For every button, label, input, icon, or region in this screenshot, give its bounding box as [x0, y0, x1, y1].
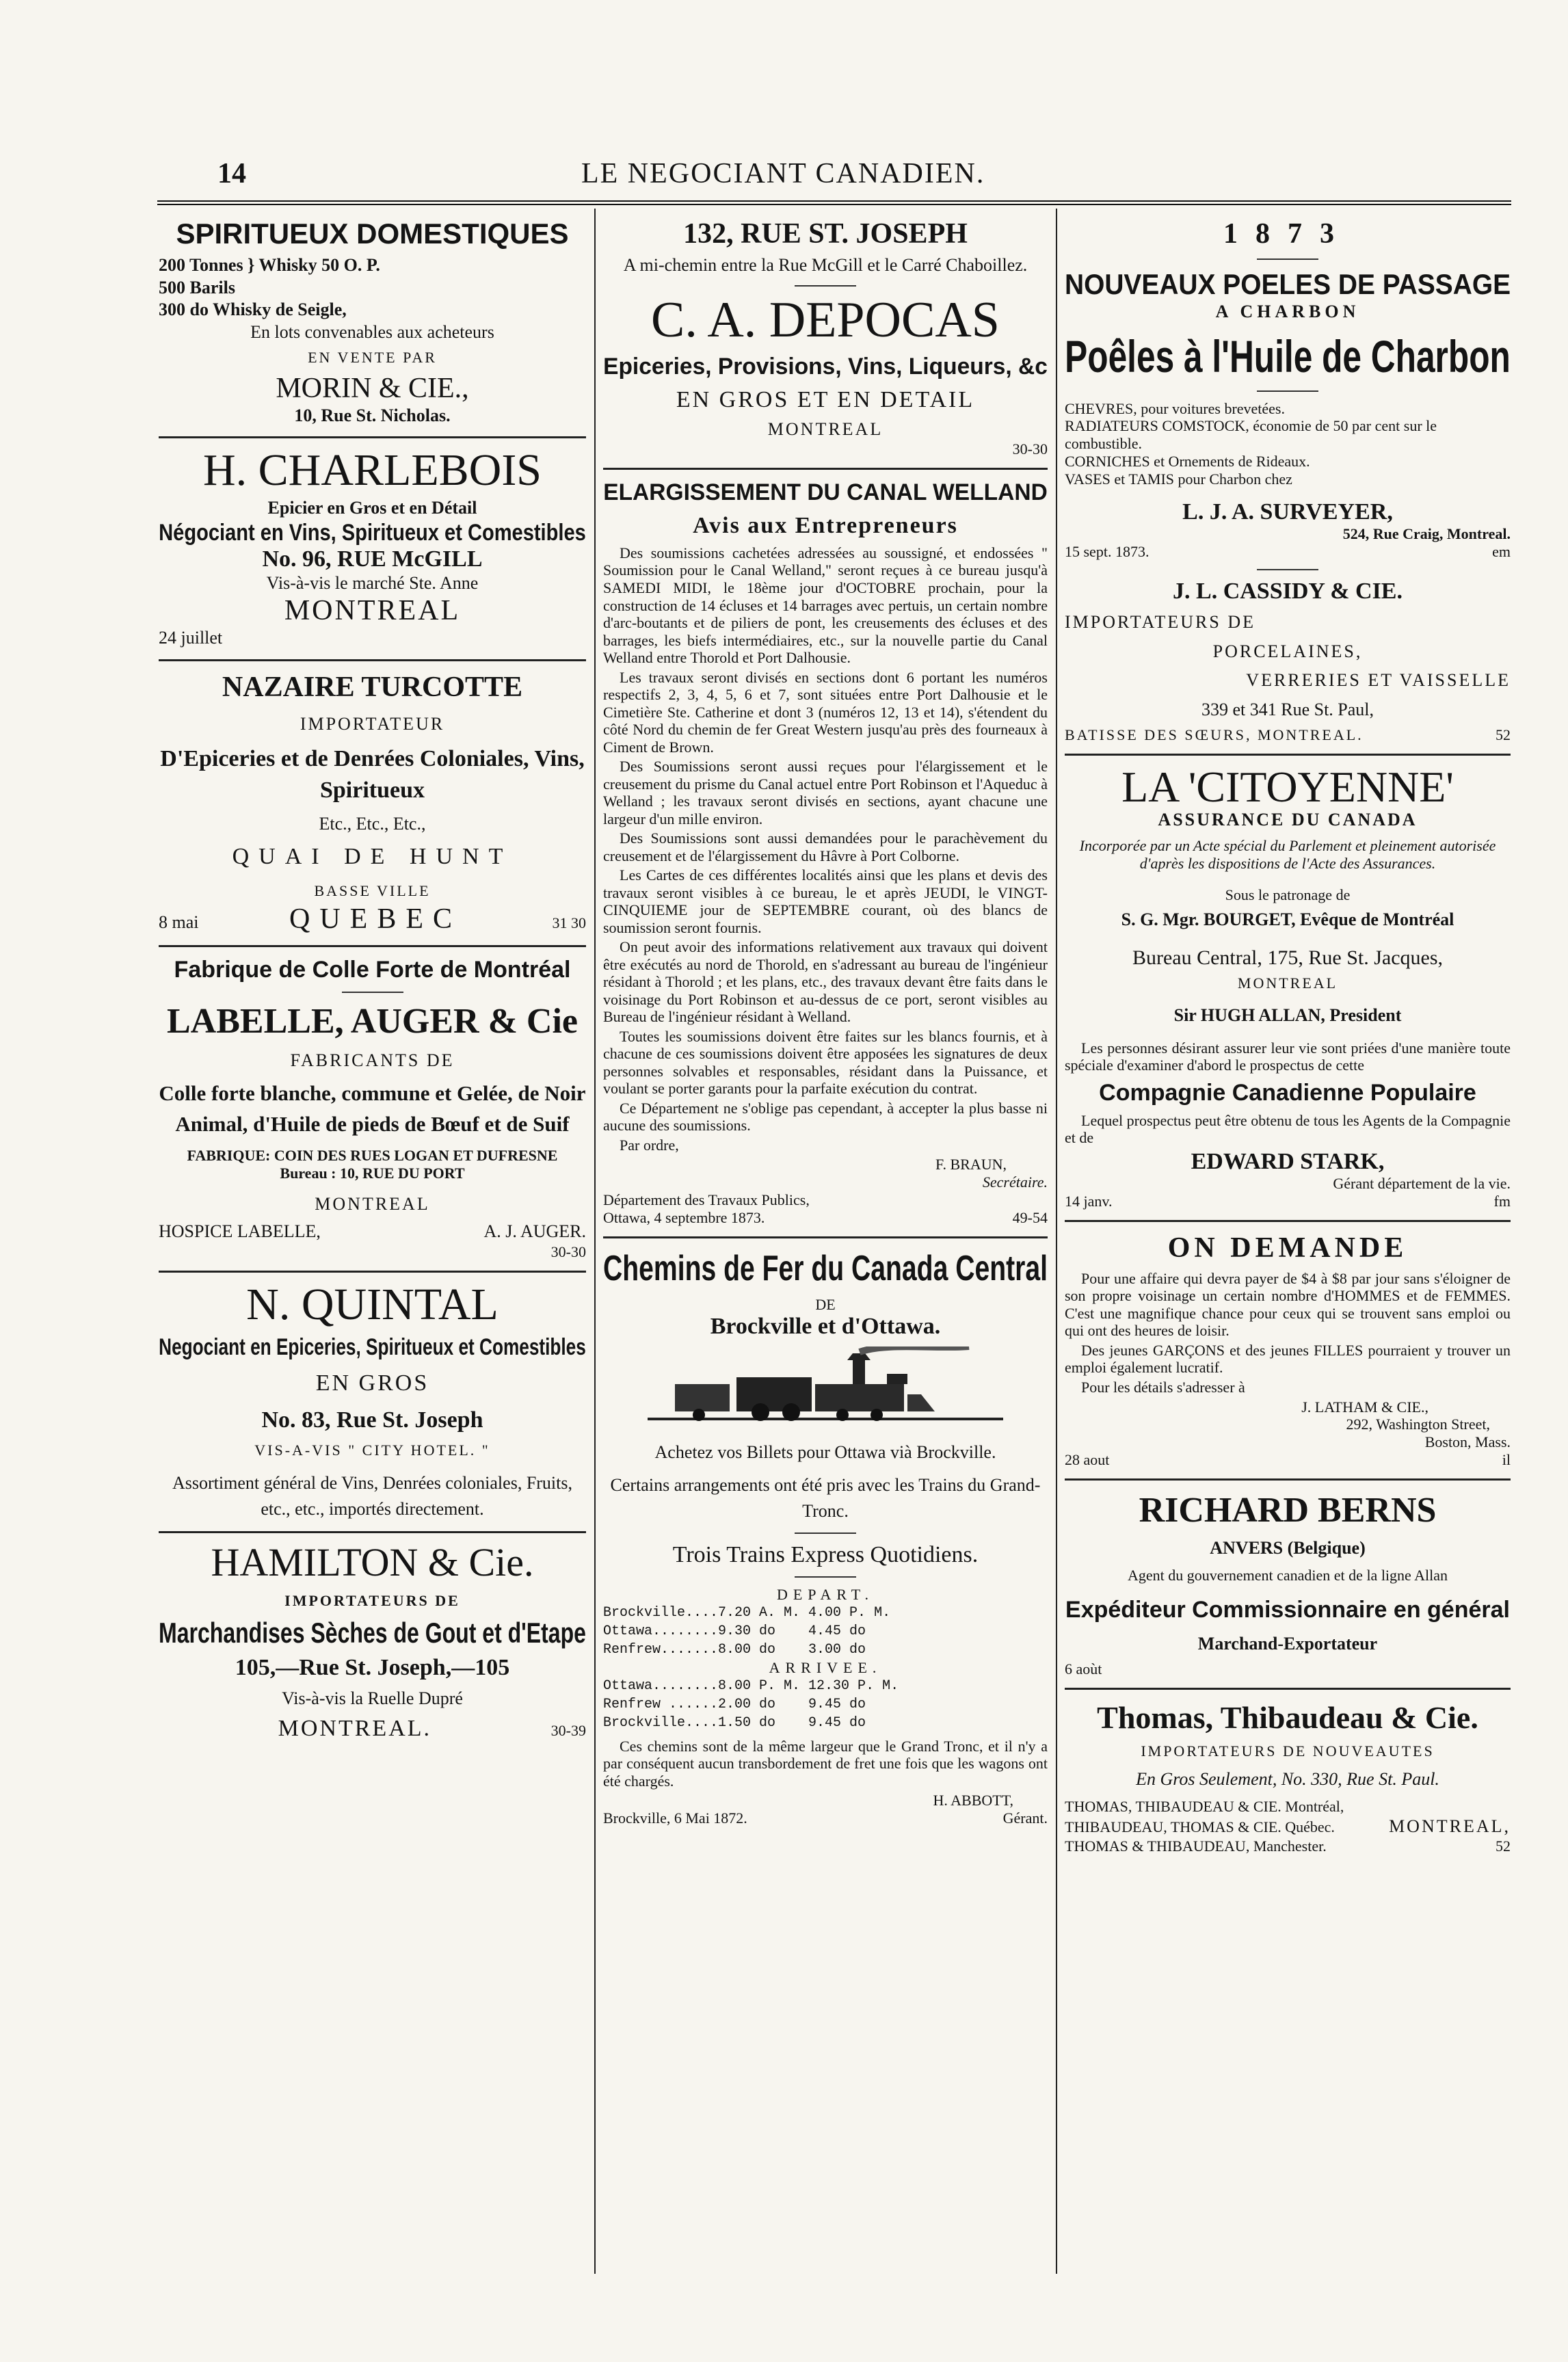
- short-rule: [1257, 390, 1318, 392]
- ad-heading: Chemins de Fer du Canada Central: [603, 1249, 1048, 1289]
- address-line: 292, Washington Street,: [1346, 1416, 1490, 1433]
- firm-name: MORIN & CIE.,: [276, 372, 469, 404]
- city: QUEBEC: [289, 903, 462, 935]
- schedule-row: Renfrew.......8.00 do 3.00 do: [603, 1641, 866, 1658]
- ad-line: EN GROS: [315, 1370, 429, 1396]
- ad-separator: [159, 1271, 586, 1273]
- ad-quintal: [159, 1279, 586, 1522]
- partner-name: HOSPICE LABELLE,: [159, 1221, 321, 1242]
- ad-line: No. 83, Rue St. Joseph: [261, 1407, 483, 1433]
- ad-code: 30-30: [550, 1243, 586, 1260]
- ad-line: 300 do Whisky de Seigle,: [159, 300, 347, 319]
- firm-name: LA 'CITOYENNE': [1121, 762, 1454, 812]
- city: MONTREAL: [1237, 974, 1338, 992]
- partner-name: A. J. AUGER.: [483, 1221, 586, 1242]
- ad-berns: [1065, 1490, 1511, 1678]
- ad-line: En Gros Seulement, No. 330, Rue St. Paul.: [1136, 1769, 1439, 1790]
- notice-paragraph: Des soumissions cachetées adressées au soussigné, et endossées " Soumission pour le Canal Welland," seront reçues à ce bureau jusqu'à SAMEDI MIDI, le 18ème jour d'OCTOBRE prochain, pour la construction de 14 écluses et 14 barrages avec pertuis, un certain nombre d'arc-boutants et de piliers de pont, les creusements des écluses et des barrages, les biefs intermédiaires, etc., sur la nouvelle partie du Canal Welland entre Thorold et Port Dalhousie.: [603, 544, 1048, 667]
- ad-code: 30-39: [550, 1721, 586, 1739]
- ad-code: 31 30: [552, 914, 586, 931]
- ad-line: Bureau : 10, RUE DU PORT: [280, 1165, 465, 1182]
- ad-line: FABRIQUE: COIN DES RUES LOGAN ET DUFRESNE: [187, 1147, 558, 1165]
- notice-paragraph: Des jeunes GARÇONS et des jeunes FILLES pourraient y trouver un emploi également lucratif.: [1065, 1341, 1511, 1377]
- ad-line: En lots convenables aux acheteurs: [250, 321, 494, 342]
- ad-subheading: ASSURANCE DU CANADA: [1158, 810, 1418, 830]
- page-title: LE NEGOCIANT CANADIEN.: [581, 158, 985, 189]
- firm-line: THOMAS, THIBAUDEAU & CIE. Montréal,: [1065, 1797, 1344, 1815]
- ad-depocas: [603, 217, 1048, 458]
- ad-citoyenne: [1065, 762, 1511, 1210]
- notice-paragraph: Pour une affaire qui devra payer de $4 à $8 par jour sans s'éloigner de son propre voisinage un certain nombre d'HOMMES et de FEMMES. C'est une magnifique chance pour ceux qui se trouvent sans emploi ou qui ont des heures de loisir.: [1065, 1269, 1511, 1340]
- ad-separator: [159, 659, 586, 661]
- notice-body: [1065, 1270, 1511, 1396]
- ad-charlebois: [159, 445, 586, 650]
- ad-separator: [603, 1236, 1048, 1238]
- short-rule: [1257, 258, 1318, 260]
- ad-separator: [159, 436, 586, 438]
- ad-line: Sir HUGH ALLAN, President: [1173, 1005, 1402, 1026]
- city: MONTREAL: [284, 595, 461, 627]
- address-line: Boston, Mass.: [1424, 1433, 1511, 1451]
- firm-name: N. QUINTAL: [246, 1279, 499, 1329]
- ad-code: 30-30: [1012, 440, 1048, 457]
- notice-paragraph: Par ordre,: [620, 1136, 679, 1154]
- short-rule: [1257, 569, 1318, 570]
- ad-thomas: [1065, 1699, 1511, 1855]
- agent-name: EDWARD STARK,: [1191, 1149, 1385, 1174]
- column-3: [1065, 217, 1511, 2269]
- ad-line: No. 96, RUE McGILL: [262, 546, 483, 572]
- ad-line: Certains arrangements ont été pris avec les Trains du Grand-Tronc.: [610, 1475, 1041, 1521]
- address-line: J. LATHAM & CIE.,: [1301, 1398, 1429, 1416]
- ad-hamilton: [159, 1540, 586, 1741]
- ad-line: D'Epiceries et de Denrées Coloniales, Vins, Spiritueux: [160, 746, 585, 804]
- ad-spiritueux: [159, 217, 586, 427]
- ad-line: ANVERS (Belgique): [1210, 1538, 1366, 1558]
- ad-note: [1065, 1112, 1511, 1147]
- ad-line: Epicier en Gros et en Détail: [267, 498, 477, 518]
- city: MONTREAL: [315, 1193, 430, 1214]
- firm-line: THIBAUDEAU, THOMAS & CIE. Québec.: [1065, 1818, 1335, 1835]
- ad-line: S. G. Mgr. BOURGET, Evêque de Montréal: [1121, 910, 1454, 930]
- ad-surveyer: [1065, 217, 1511, 561]
- ad-heading: Fabrique de Colle Forte de Montréal: [174, 956, 571, 983]
- ad-code: 52: [1496, 726, 1511, 744]
- schedule-row: Brockville....7.20 A. M. 4.00 P. M.: [603, 1604, 891, 1621]
- schedule-row: Brockville....1.50 do 9.45 do: [603, 1714, 866, 1731]
- ad-line: IMPORTATEURS DE: [1065, 612, 1255, 633]
- ad-welland: [603, 479, 1048, 1227]
- notice-paragraph: Lequel prospectus peut être obtenu de tous les Agents de la Compagnie et de: [1065, 1111, 1511, 1147]
- ad-line: Etc., Etc., Etc.,: [319, 814, 426, 834]
- short-rule: [795, 1576, 856, 1578]
- ad-line: VASES et TAMIS pour Charbon chez: [1065, 470, 1292, 488]
- ad-code: 49-54: [1012, 1209, 1048, 1227]
- header-rule: [157, 200, 1511, 205]
- ad-line: Achetez vos Billets pour Ottawa vià Brockville.: [654, 1442, 996, 1463]
- schedule-heading: DEPART.: [776, 1585, 875, 1603]
- ad-line: RADIATEURS COMSTOCK, économie de 50 par cent sur le combustible.: [1065, 417, 1437, 453]
- ad-date: 24 juillet: [159, 628, 223, 648]
- locomotive-illustration: [648, 1346, 1003, 1429]
- notice-paragraph: Des Soumissions sont aussi demandées pour le parachèvement du creusement et de l'élargissement du Hâvre à Port Colborne.: [603, 830, 1048, 864]
- ad-line: Incorporée par un Acte spécial du Parlement et pleinement autorisée d'après les dispositions de l'Acte des Assurances.: [1079, 836, 1496, 872]
- short-rule: [795, 1532, 856, 1534]
- ad-date: 14 janv.: [1065, 1192, 1113, 1210]
- ad-subheading: Avis aux Entrepreneurs: [693, 512, 958, 538]
- signer-name: H. ABBOTT,: [933, 1792, 1013, 1809]
- short-rule: [795, 285, 856, 287]
- ad-address: 132, RUE ST. JOSEPH: [683, 218, 968, 250]
- ad-demande: [1065, 1232, 1511, 1469]
- ad-heading: Negociant en Epiceries, Spiritueux et Comestibles: [159, 1333, 586, 1360]
- firm-name: C. A. DEPOCAS: [651, 291, 1000, 348]
- notice-date: Ottawa, 4 septembre 1873.: [603, 1209, 765, 1227]
- notice-body: [603, 544, 1048, 1154]
- ad-separator: [1065, 1220, 1511, 1222]
- firm-name: RICHARD BERNS: [1139, 1491, 1437, 1530]
- ad-line: A mi-chemin entre la Rue McGill et le Carré Chaboillez.: [623, 255, 1028, 275]
- notice-paragraph: Ces chemins sont de la même largeur que le Grand Tronc, et il n'y a par conséquent aucun transbordement de fret une fois que les wagons ont été chargés.: [603, 1737, 1048, 1790]
- ad-code: fm: [1493, 1192, 1511, 1210]
- ad-line: Trois Trains Express Quotidiens.: [672, 1541, 979, 1567]
- ad-line: Agent du gouvernement canadien et de la ligne Allan: [1128, 1566, 1448, 1584]
- firm-name: J. L. CASSIDY & CIE.: [1173, 579, 1403, 605]
- agent-title: Gérant département de la vie.: [1333, 1175, 1511, 1192]
- ad-line: Vis-à-vis le marché Ste. Anne: [266, 572, 479, 593]
- ad-date: 6 aoùt: [1065, 1660, 1102, 1678]
- ad-labelle: [159, 1001, 586, 1261]
- ad-line: VIS-A-VIS " CITY HOTEL. ": [254, 1441, 490, 1459]
- signer-title: Gérant.: [1002, 1809, 1048, 1827]
- ad-turcotte: [159, 671, 586, 935]
- short-rule: [342, 992, 403, 993]
- signer-name: F. BRAUN,: [935, 1156, 1007, 1173]
- city: MONTREAL.: [278, 1715, 432, 1741]
- ad-separator: [1065, 1688, 1511, 1690]
- column-rule-right: [1056, 209, 1057, 2274]
- ad-code: em: [1492, 543, 1511, 561]
- ad-date: Brockville, 6 Mai 1872.: [603, 1809, 747, 1827]
- signer-title: Secrétaire.: [982, 1173, 1048, 1191]
- ad-line: EN GROS ET EN DETAIL: [676, 386, 975, 412]
- column-1: [159, 217, 586, 2269]
- firm-line: THOMAS & THIBAUDEAU, Manchester.: [1065, 1837, 1327, 1855]
- ad-heading: Expéditeur Commissionnaire en général: [1065, 1596, 1510, 1623]
- ad-date: 15 sept. 1873.: [1065, 543, 1150, 561]
- ad-date: 8 mai: [159, 912, 199, 932]
- ad-line: EN VENTE PAR: [308, 349, 437, 366]
- ad-line: BASSE VILLE: [314, 881, 431, 899]
- column-2: [603, 217, 1048, 2269]
- notice-paragraph: Toutes les soumissions doivent être faites sur les blancs fournis, et à chacune de ces soumissions doivent être apposées les signatures de deux personnes solvables et responsables, résidant dans la Puissance, et voulant se porter garants pour la parfaite exécution du contrat.: [603, 1027, 1048, 1098]
- ad-line: QUAI DE HUNT: [232, 843, 513, 869]
- ad-line: CORNICHES et Ornements de Rideaux.: [1065, 453, 1310, 470]
- ad-heading: Epiceries, Provisions, Vins, Liqueurs, &c: [603, 353, 1048, 380]
- schedule-row: Renfrew ......2.00 do 9.45 do: [603, 1696, 866, 1712]
- page-number: 14: [217, 158, 246, 189]
- ad-note: [603, 1738, 1048, 1790]
- ad-line: Marchand-Exportateur: [1197, 1633, 1378, 1654]
- ad-colle: [159, 957, 586, 983]
- ad-heading: NOUVEAUX POELES DE PASSAGE: [1065, 268, 1511, 300]
- ad-subheading: A CHARBON: [1215, 302, 1360, 321]
- notice-paragraph: Les personnes désirant assurer leur vie sont priées d'une manière toute spéciale d'examiner d'abord le prospectus de cette: [1065, 1039, 1511, 1074]
- ad-line: 105,—Rue St. Joseph,—105: [235, 1655, 510, 1681]
- firm-name: L. J. A. SURVEYER,: [1182, 499, 1393, 525]
- ad-line: IMPORTATEUR: [300, 713, 445, 734]
- notice-paragraph: Des Soumissions seront aussi reçues pour l'élargissement et le creusement du prisme du Canal actuel entre Port Robinson et l'Aqueduc à Welland ; les travaux seront divisés en sections, ayant chacune une largeur d'un mille environ.: [603, 758, 1048, 827]
- city: MONTREAL: [767, 419, 883, 439]
- ad-note: [1065, 1039, 1511, 1074]
- ad-separator: [159, 1531, 586, 1533]
- ad-separator: [603, 468, 1048, 470]
- ad-line: 339 et 341 Rue St. Paul,: [1201, 699, 1374, 719]
- schedule-heading: ARRIVEE.: [769, 1658, 882, 1676]
- ad-heading: ELARGISSEMENT DU CANAL WELLAND: [603, 479, 1048, 505]
- notice-paragraph: Les travaux seront divisés en sections dont 6 portant les numéros respectifs 2, 3, 4, 5, 6 et 7, sont situées entre Port Dalhousie et le Cimetière Ste. Catherine et dont 3 (numéros 12, 13 et 14), s'étendent du côté Nord du chemin de fer Great Western jusqu'au près des fourneaux à Ciment de Brown.: [603, 668, 1048, 756]
- ad-heading: Compagnie Canadienne Populaire: [1099, 1079, 1476, 1106]
- ad-line: 500 Barils: [159, 277, 235, 297]
- firm-name: Thomas, Thibaudeau & Cie.: [1097, 1700, 1478, 1736]
- notice-paragraph: Les Cartes de ces différentes localités ainsi que les plans et devis des travaux seront visibles à ce bureau, le et après JEUDI, le VINGT-CINQUIEME jour de SEPTEMBRE courant, où des blancs de soumission seront fournis.: [603, 866, 1048, 936]
- ad-line: IMPORTATEURS DE: [284, 1592, 460, 1610]
- ad-line: DE: [815, 1296, 836, 1314]
- ad-heading: Poêles à l'Huile de Charbon: [1065, 330, 1511, 382]
- column-rule-left: [594, 209, 596, 2274]
- firm-address: 10, Rue St. Nicholas.: [294, 405, 451, 425]
- ad-code: 52: [1496, 1837, 1511, 1855]
- ad-line: Bureau Central, 175, Rue St. Jacques,: [1132, 946, 1444, 969]
- ad-heading: Négociant en Vins, Spiritueux et Comestibles: [159, 519, 586, 546]
- ad-line: VERRERIES ET VAISSELLE: [1246, 670, 1511, 691]
- ad-heading: SPIRITUEUX DOMESTIQUES: [176, 217, 569, 250]
- ad-year: 1873: [1223, 218, 1352, 250]
- ad-line: CHEVRES, pour voitures brevetées.: [1065, 399, 1285, 417]
- ad-line: PORCELAINES,: [1212, 641, 1363, 661]
- ad-cassidy: [1065, 579, 1511, 744]
- notice-paragraph: On peut avoir des informations relativement aux travaux qui doivent être exécutés au nord de Thorold, en s'adressant au bureau de l'ingénieur résidant à Thorold ; et les plans, etc., des travaux devant être faits dans le voisinage du Port Robinson et au-dessus de ce port, seront visibles au Bureau de l'ingénieur résidant à Welland.: [603, 938, 1048, 1026]
- schedule-row: Ottawa........8.00 P. M. 12.30 P. M.: [603, 1677, 899, 1694]
- notice-paragraph: Ce Département ne s'oblige pas cependant, à accepter la plus basse ni aucune des soumissions.: [603, 1099, 1048, 1134]
- city: MONTREAL,: [1389, 1816, 1511, 1836]
- ad-line: Assortiment général de Vins, Denrées coloniales, Fruits, etc., etc., importés directement.: [172, 1472, 572, 1519]
- firm-address: 524, Rue Craig, Montreal.: [1342, 525, 1511, 543]
- ad-line: Vis-à-vis la Ruelle Dupré: [282, 1688, 463, 1709]
- firm-name: LABELLE, AUGER & Cie: [167, 1001, 578, 1041]
- ad-separator: [1065, 1478, 1511, 1481]
- ad-heading: ON DEMANDE: [1167, 1232, 1408, 1264]
- ad-line: Sous le patronage de: [1225, 886, 1351, 903]
- firm-name: H. CHARLEBOIS: [202, 445, 542, 496]
- ad-line: Colle forte blanche, commune et Gelée, de Noir Animal, d'Huile de pieds de Bœuf et de Suif: [159, 1081, 586, 1137]
- ad-chemins: [603, 1248, 1048, 1827]
- route-name: Brockville et d'Ottawa.: [710, 1314, 941, 1340]
- ad-separator: [159, 945, 586, 947]
- ad-line: 200 Tonnes } Whisky 50 O. P.: [159, 255, 380, 275]
- schedule-row: Ottawa........9.30 do 4.45 do: [603, 1623, 866, 1639]
- notice-paragraph: Pour les détails s'adresser à: [1081, 1379, 1245, 1396]
- ad-line: BATISSE DES SŒURS, MONTREAL.: [1065, 726, 1364, 744]
- ad-line: FABRICANTS DE: [290, 1050, 455, 1070]
- ad-code: il: [1502, 1451, 1511, 1469]
- notice-dept: Département des Travaux Publics,: [603, 1191, 810, 1209]
- firm-name: HAMILTON & Cie.: [211, 1540, 534, 1585]
- ad-line: IMPORTATEURS DE NOUVEAUTES: [1141, 1742, 1435, 1760]
- ad-date: 28 aout: [1065, 1451, 1110, 1469]
- ad-separator: [1065, 754, 1511, 756]
- firm-name: NAZAIRE TURCOTTE: [222, 671, 523, 703]
- ad-heading: Marchandises Sèches de Gout et d'Etape: [159, 1617, 586, 1649]
